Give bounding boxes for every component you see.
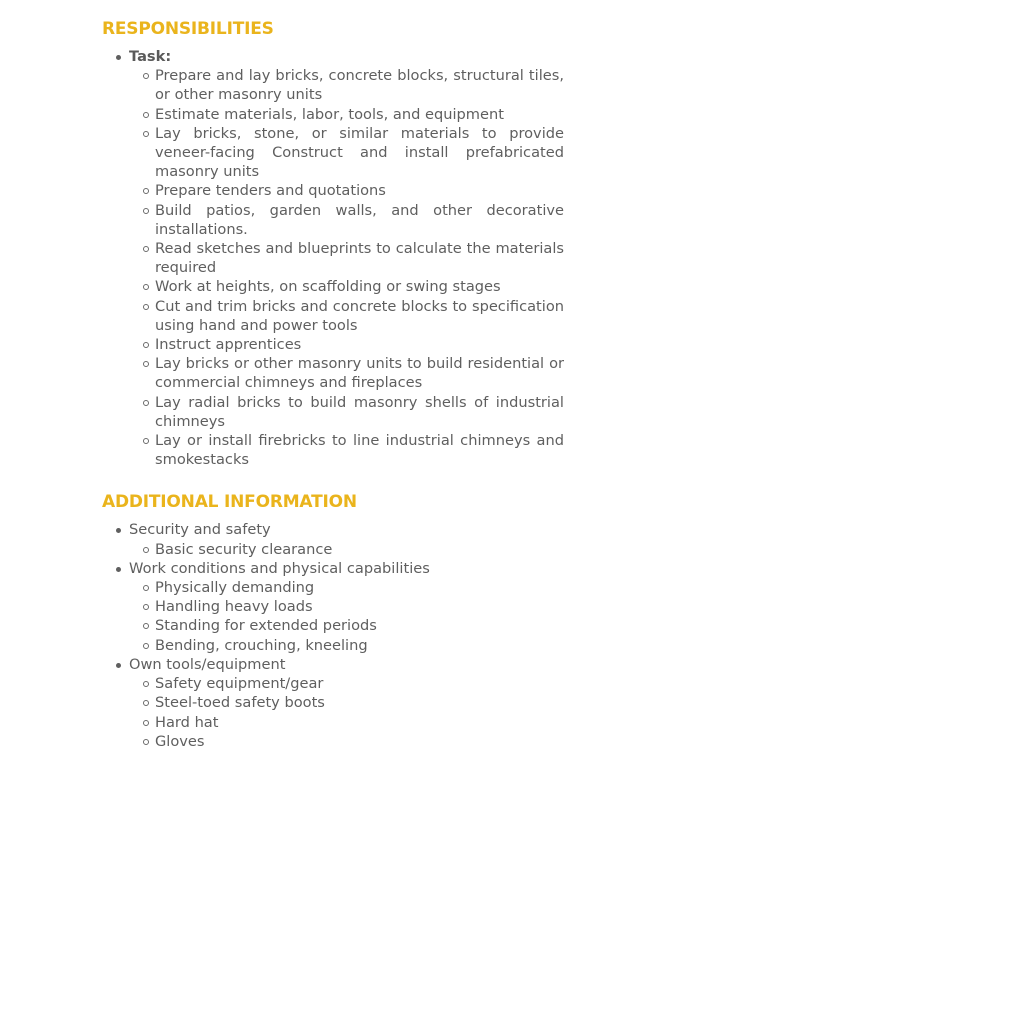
bullet-ring-icon — [143, 208, 149, 214]
task-items — [129, 66, 564, 469]
group-label: Security and safety — [129, 521, 271, 539]
group-label: Work conditions and physical capabilities — [129, 559, 430, 577]
bullet-dot-icon — [116, 663, 121, 668]
bullet-ring-icon — [143, 400, 149, 406]
bullet-ring-icon — [143, 547, 149, 553]
bullet-ring-icon — [143, 284, 149, 290]
group-items — [129, 674, 564, 751]
group-items — [129, 540, 564, 559]
list-item: Safety equipment/gear — [129, 674, 564, 693]
list-item: Lay bricks or other masonry units to build residential or commercial chimneys and fireplaces — [129, 354, 564, 392]
list-item: Basic security clearance — [129, 540, 564, 559]
task-label: Task: — [129, 48, 172, 65]
bullet-ring-icon — [143, 585, 149, 591]
security-group — [102, 520, 564, 558]
list-item: Read sketches and blueprints to calculate the materials required — [129, 239, 564, 277]
list-item: Bending, crouching, kneeling — [129, 636, 564, 655]
list-item: Work at heights, on scaffolding or swing stages — [129, 277, 564, 296]
bullet-ring-icon — [143, 623, 149, 629]
list-item: Instruct apprentices — [129, 335, 564, 354]
bullet-ring-icon — [143, 131, 149, 137]
group-label: Own tools/equipment — [129, 655, 286, 673]
list-item: Prepare tenders and quotations — [129, 181, 564, 200]
list-item: Lay or install firebricks to line industrial chimneys and smokestacks — [129, 431, 564, 469]
list-item: Cut and trim bricks and concrete blocks to specification using hand and power tools — [129, 297, 564, 335]
additional-info-heading: ADDITIONAL INFORMATION — [102, 492, 357, 513]
group-items — [129, 578, 564, 655]
bullet-ring-icon — [143, 246, 149, 252]
responsibilities-heading: RESPONSIBILITIES — [102, 19, 274, 39]
bullet-ring-icon — [143, 73, 149, 79]
bullet-ring-icon — [143, 720, 149, 726]
list-item: Standing for extended periods — [129, 616, 564, 635]
bullet-dot-icon — [116, 55, 121, 60]
bullet-dot-icon — [116, 528, 121, 533]
own-tools-group — [102, 655, 564, 751]
bullet-ring-icon — [143, 739, 149, 745]
bullet-dot-icon — [116, 567, 121, 572]
work-conditions-group — [102, 559, 564, 655]
list-item: Physically demanding — [129, 578, 564, 597]
bullet-ring-icon — [143, 112, 149, 118]
bullet-ring-icon — [143, 643, 149, 649]
list-item: Handling heavy loads — [129, 597, 564, 616]
task-group — [102, 47, 564, 469]
responsibilities-list — [102, 47, 564, 469]
bullet-ring-icon — [143, 361, 149, 367]
bullet-ring-icon — [143, 188, 149, 194]
bullet-ring-icon — [143, 700, 149, 706]
list-item: Estimate materials, labor, tools, and equipment — [129, 105, 564, 124]
additional-info-list — [102, 520, 564, 750]
list-item: Gloves — [129, 732, 564, 751]
list-item: Lay bricks, stone, or similar materials to provide veneer-facing Construct and install prefabricated masonry units — [129, 124, 564, 182]
list-item: Prepare and lay bricks, concrete blocks, structural tiles, or other masonry units — [129, 66, 564, 104]
list-item: Lay radial bricks to build masonry shells of industrial chimneys — [129, 393, 564, 431]
bullet-ring-icon — [143, 681, 149, 687]
list-item: Hard hat — [129, 713, 564, 732]
list-item: Build patios, garden walls, and other decorative installations. — [129, 201, 564, 239]
bullet-ring-icon — [143, 342, 149, 348]
job-description — [102, 17, 564, 751]
list-item: Steel-toed safety boots — [129, 693, 564, 712]
bullet-ring-icon — [143, 304, 149, 310]
bullet-ring-icon — [143, 438, 149, 444]
bullet-ring-icon — [143, 604, 149, 610]
